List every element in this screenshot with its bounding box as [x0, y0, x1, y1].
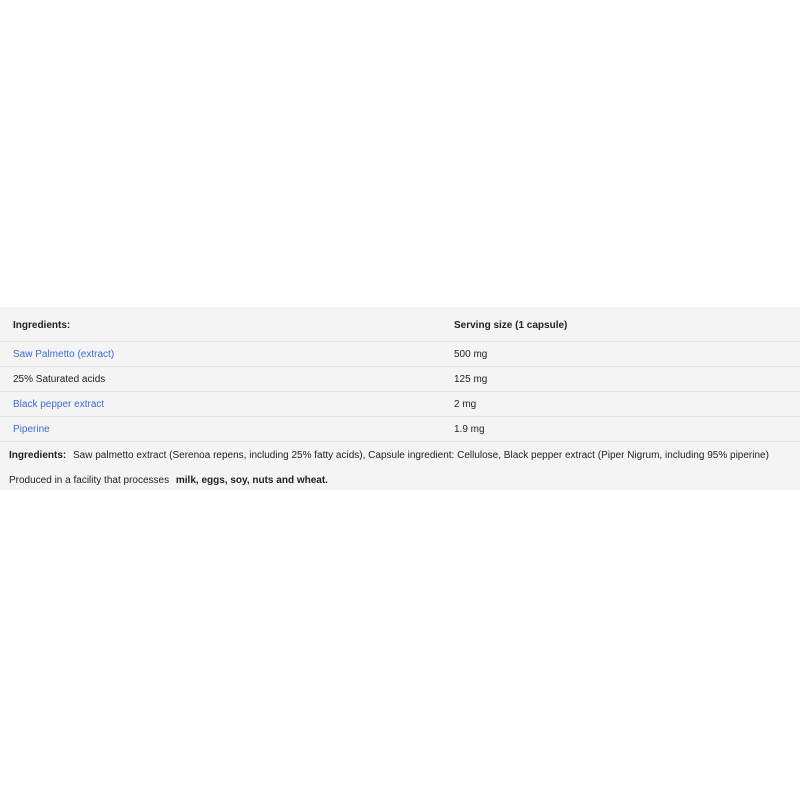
ingredients-statement: [9, 450, 799, 461]
table-header-row: [0, 307, 800, 342]
ingredient-link-saw-palmetto[interactable]: Saw Palmetto (extract): [0, 342, 454, 367]
ingredient-name: 25% Saturated acids: [0, 367, 454, 392]
table-row: [0, 342, 800, 367]
allergen-statement: [9, 475, 328, 486]
ingredient-link-piperine[interactable]: Piperine: [0, 417, 454, 442]
table-row: [0, 367, 800, 392]
serving-size-column-header: Serving size (1 capsule): [454, 307, 800, 342]
ingredient-amount: 1.9 mg: [454, 417, 800, 442]
ingredient-amount: 500 mg: [454, 342, 800, 367]
ingredients-table: [0, 307, 800, 442]
ingredients-text: Saw palmetto extract (Serenoa repens, including 25% fatty acids), Capsule ingredient: Cellulose, Black pepper extract (Piper Nigrum, including 95% piperine): [73, 450, 769, 461]
ingredient-link-black-pepper[interactable]: Black pepper extract: [0, 392, 454, 417]
supplement-facts-panel: [0, 307, 800, 490]
table-row: [0, 417, 800, 442]
ingredient-amount: 125 mg: [454, 367, 800, 392]
allergen-list: milk, eggs, soy, nuts and wheat.: [175, 475, 328, 486]
allergen-text: Produced in a facility that processes: [9, 475, 170, 486]
table-row: [0, 392, 800, 417]
ingredients-column-header: Ingredients:: [0, 307, 454, 342]
ingredients-label: Ingredients:: [9, 450, 67, 461]
ingredient-amount: 2 mg: [454, 392, 800, 417]
